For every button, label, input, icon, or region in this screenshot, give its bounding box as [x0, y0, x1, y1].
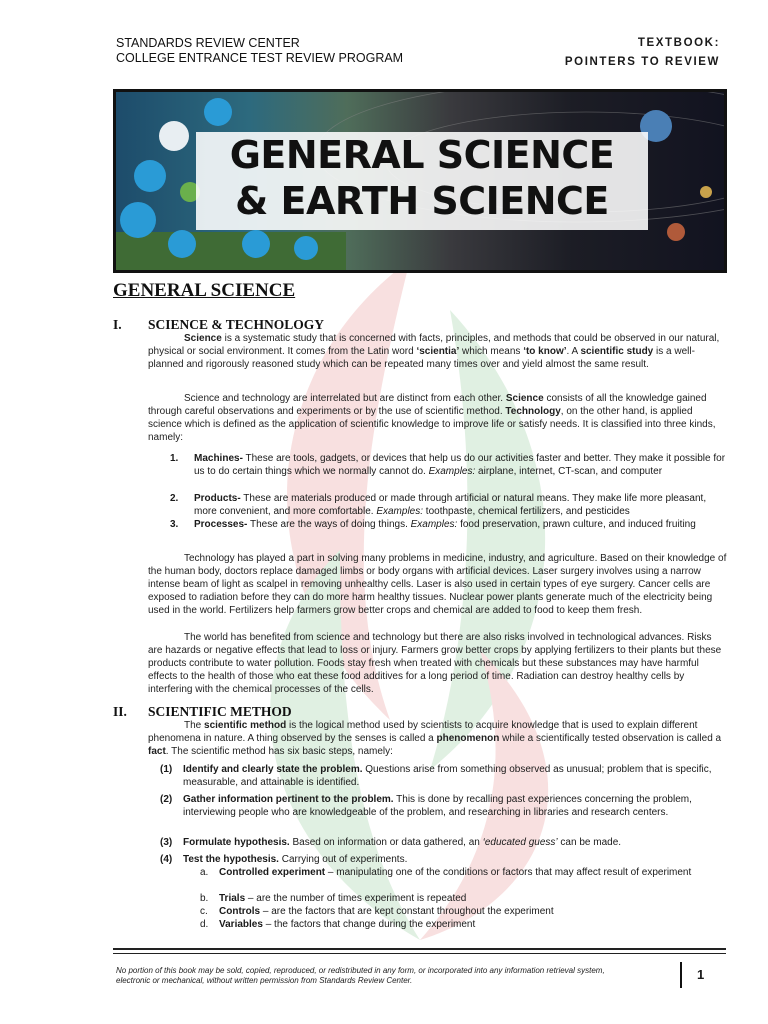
list-item: 1. Machines- These are tools, gadgets, or devices that help us do our activities faster and better. They make it possible for us to do certain things which we normally cannot do. Examples: airplane, internet, CT-scan, and computer: [170, 453, 726, 477]
section-title: SCIENTIFIC METHOD: [148, 704, 292, 719]
org-name: STANDARDS REVIEW CENTER: [116, 36, 300, 50]
list-item: a. Controlled experiment – manipulating one of the conditions or factors that may affect result of experiment: [200, 867, 692, 878]
gear-icon: [134, 160, 166, 192]
paragraph-science-technology: Science and technology are interrelated but are distinct from each other. Science consists of all the knowledge gained through careful observations and experiments or by the use of scientific method. Technology, on the other hand, is applied science which is defined as the application of scientific knowledge to improve life or satisfy needs. It is classified into three kinds, namely:: [148, 393, 716, 443]
paragraph-scientific-method: The scientific method is the logical method used by scientists to acquire knowledge that is used to explain different phenomena in nature. A thing observed by the senses is called a phenomenon while a scientifically tested observation is called a fact. The scientific method has six basic steps, namely:: [148, 720, 722, 757]
list-item: (3) Formulate hypothesis. Based on information or data gathered, an ‘educated guess’ can be made.: [160, 837, 622, 848]
section-number: I.: [113, 317, 122, 332]
list-item: (2) Gather information pertinent to the problem. This is done by recalling past experiences concerning the problem, interviewing people who are knowledgeable of the problem, and researching in libraries and research centers.: [160, 794, 692, 818]
footer-divider: [113, 948, 726, 950]
section-number: II.: [113, 704, 127, 719]
page-number: 1: [697, 967, 705, 982]
list-item: b. Trials – are the number of times experiment is repeated: [200, 893, 467, 904]
list-item: c. Controls – are the factors that are kept constant throughout the experiment: [200, 906, 554, 917]
page-title: GENERAL SCIENCE: [113, 280, 296, 301]
cloud-icon: [242, 230, 270, 258]
tablet-icon: [204, 98, 232, 126]
banner-title-line1: GENERAL SCIENCE: [229, 133, 615, 177]
copyright-notice: No portion of this book may be sold, copied, reproduced, or redistributed in any form, or incorporated into any information retrieval system, electronic or mechanical, without written permission from Standards Review Center.: [116, 966, 605, 985]
paragraph-technology-uses: Technology has played a part in solving many problems in medicine, industry, and agriculture. Based on their knowledge of the human body, doctors replace damaged limbs or body organs with artificial devices. Laser surgery involves using a narrow intense beam of light as scalpel in removing unhealthy cells. Laser is also used in certain types of eye surgery. Cancer cells are exposed to radiation before they can do more harm healthy tissues. Nuclear power plants generate much of the electricity being used in the world. Fertilizers help farmers grow better crops and chemical are added to food to keep them fresh.: [148, 553, 727, 616]
phone-icon: [168, 230, 196, 258]
list-item: (4) Test the hypothesis. Carrying out of experiments.: [160, 854, 408, 865]
list-item: 3. Processes- These are the ways of doing things. Examples: food preservation, prawn culture, and induced fruiting: [170, 519, 696, 530]
chart-icon: [159, 121, 189, 151]
paragraph-technology-risks: The world has benefited from science and technology but there are also risks involved in technological advances. Risks are hazards or negative effects that lead to loss or injury. Farmers grow better crops by applying fertilizers to their plants but these products contribute to water pollution. Foods stay fresh when treated with chemicals but these substances may have harmful effects to the health of those who eat these food additives for a long period of time. Radiation can destroy healthy cells by interfering with the chemical processes of the cells.: [148, 632, 722, 695]
section-title: SCIENCE & TECHNOLOGY: [148, 317, 325, 332]
textbook-label: TEXTBOOK:: [637, 37, 720, 49]
clock-icon: [294, 236, 318, 260]
header-left: [116, 36, 403, 66]
page-number-divider: [680, 962, 682, 988]
section-heading-scientific-method: [113, 704, 292, 720]
program-name: COLLEGE ENTRANCE TEST REVIEW PROGRAM: [116, 51, 404, 65]
list-item: d. Variables – the factors that change during the experiment: [200, 919, 476, 930]
textbook-subtitle: POINTERS TO REVIEW: [564, 56, 720, 68]
banner-image: [113, 89, 727, 273]
monitor-icon: [120, 202, 156, 238]
list-item: 2. Products- These are materials produced or made through artificial or natural means. They make life more pleasant, more convenient, and more comfortable. Examples: toothpaste, chemical fertilizers, and pesticides: [170, 493, 707, 517]
banner-title: [196, 132, 648, 230]
list-item: (1) Identify and clearly state the problem. Questions arise from something observed as unusual; problem that is specific, measurable, and attainable is identified.: [160, 764, 712, 788]
footer-divider-thin: [113, 953, 726, 954]
paragraph-science-definition: Science is a systematic study that is concerned with facts, principles, and methods that could be observed in our natural, physical or social environment. It comes from the Latin word ‘scientia’ which means ‘to know’. A scientific study is a well-planned and rigorously reasoned study which can be repeated many times over and yield almost the same result.: [148, 333, 720, 370]
section-heading-science-technology: [113, 317, 324, 333]
banner-title-line2: & EARTH SCIENCE: [235, 179, 609, 223]
header-right: [565, 34, 720, 72]
